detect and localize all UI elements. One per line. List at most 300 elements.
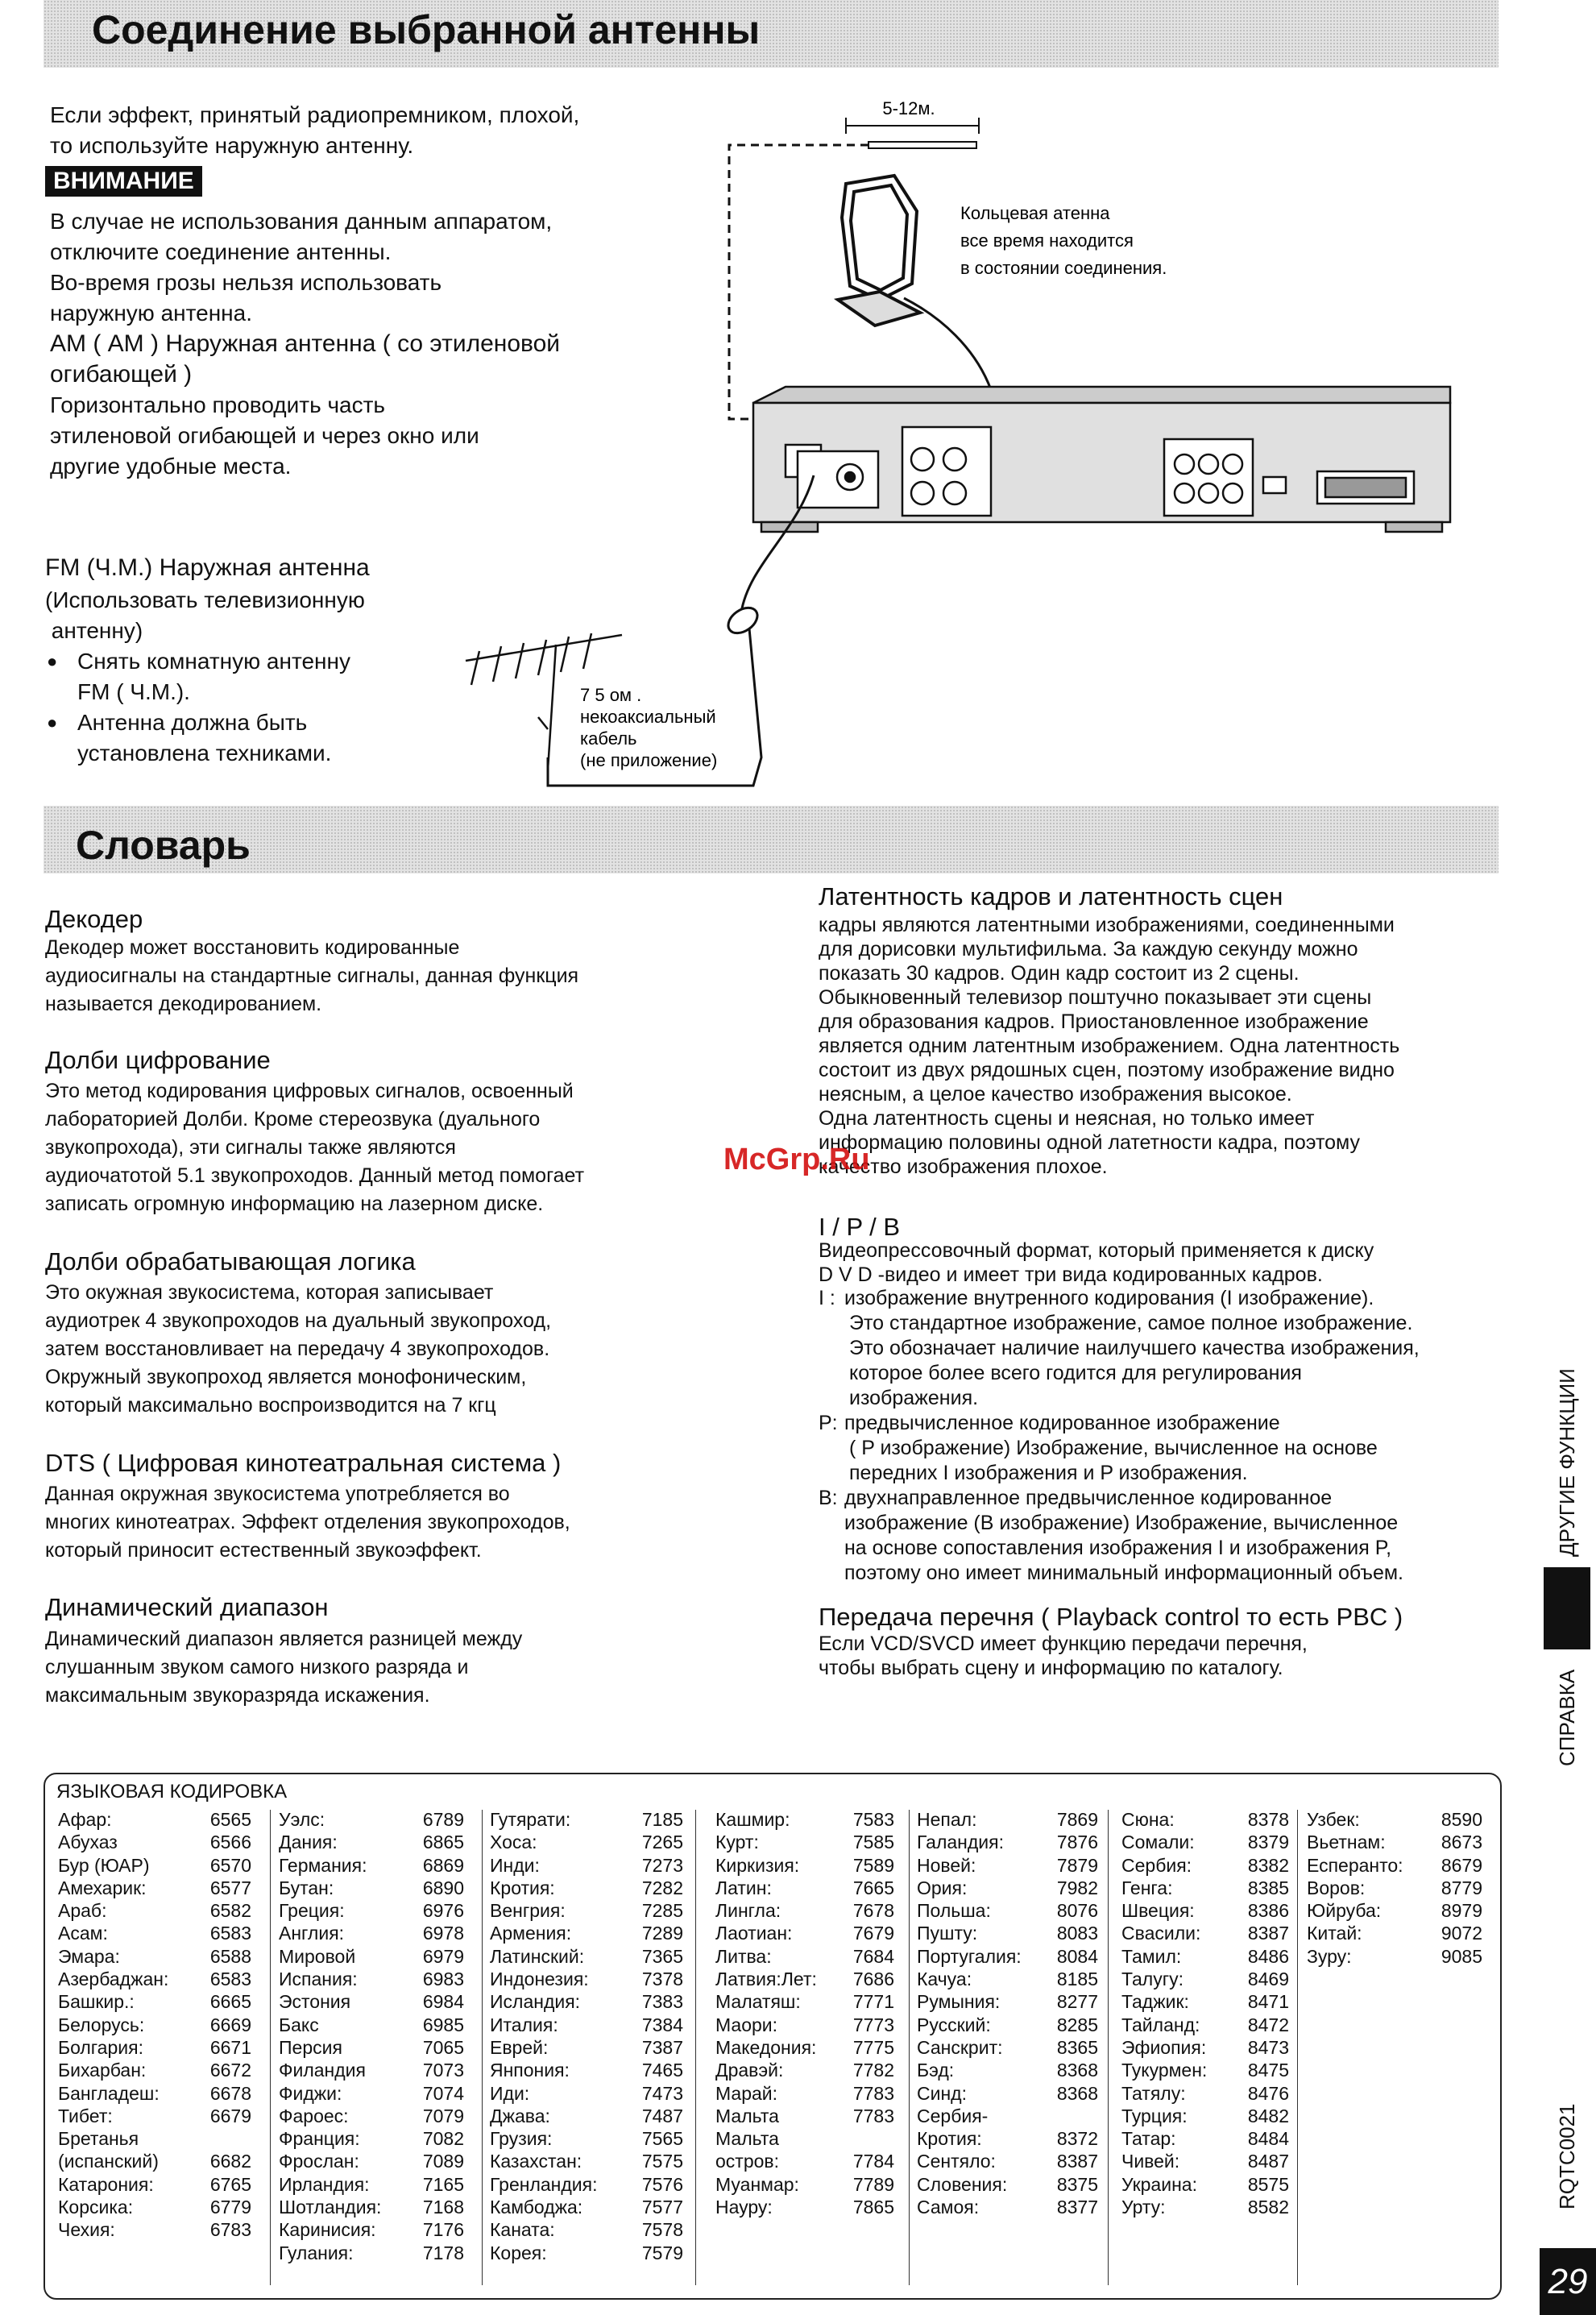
ipb-item-line: поэтому оно имеет минимальный информационный объем. [844,1562,1404,1584]
language-code-row [715,2059,894,2081]
language-code: 8472 [1247,2014,1289,2035]
cable-caption-line: 7 5 ом . [580,685,642,705]
language-name: Киркизия: [715,1854,800,1876]
glossary-line: Данная окружная звукосистема употребляется во [45,1483,510,1505]
language-name: Амехарик: [58,1877,147,1898]
language-code-row [490,1968,683,1990]
wire-length-dimension [846,118,979,134]
language-code-row [279,1945,464,1968]
language-code-row [279,1831,464,1853]
language-code: 6985 [422,2014,464,2035]
language-code-row [1121,2150,1289,2172]
glossary-line: который максимально воспроизводится на 7 кгц [45,1394,496,1417]
language-name: Вьетнам: [1307,1832,1386,1853]
language-code-row [917,1990,1098,2013]
language-name: Иди: [490,2082,530,2104]
language-column [279,1808,464,2264]
language-name: Русский: [917,2014,991,2035]
language-code-row [917,1922,1098,1944]
language-name: Науру: [715,2197,773,2218]
language-name: Эстония [279,1991,351,2013]
language-code: 7365 [641,1945,683,1967]
language-name: Латинский: [490,1945,585,1967]
page-number: 29 [1540,2248,1596,2315]
language-code: 7865 [852,2197,894,2218]
cable-caption-line: некоаксиальный [580,707,716,727]
language-code-row [279,2082,464,2105]
glossary-line: кадры являются латентными изображениями, соединенными [819,914,1395,936]
language-code: 7282 [641,1877,683,1898]
language-code: 8673 [1441,1832,1482,1853]
column-divider [909,1810,910,2285]
language-name: Грузия: [490,2128,553,2150]
language-name: Еврей: [490,2036,549,2058]
language-code: 7869 [1056,1809,1098,1830]
language-code: 7074 [422,2082,464,2104]
language-name: Хоса: [490,1832,537,1853]
language-code-row [490,2036,683,2059]
svg-text:Кольцевая атенна все время [960,203,1167,278]
language-code: 7579 [641,2242,683,2263]
language-code-row [715,2196,894,2218]
language-name: Пушту: [917,1923,978,1944]
language-name: Швеция: [1121,1900,1195,1922]
loop-antenna-icon [838,176,920,326]
language-code-row [1121,2082,1289,2105]
language-name: Афар: [58,1809,112,1830]
glossary-line: чтобы выбрать сцену и информацию по каталогу. [819,1657,1283,1679]
language-name: Сербия: [1121,1854,1192,1876]
language-code: 8590 [1441,1809,1482,1830]
glossary-line: Видеопрессовочный формат, который применяется к диску [819,1239,1374,1262]
language-code-row [917,1877,1098,1899]
language-code: 6679 [209,2105,251,2126]
language-code-row [490,2059,683,2081]
language-code: 8575 [1247,2173,1289,2195]
language-code: 7089 [422,2151,464,2172]
language-name: Мальта [715,2105,779,2126]
language-code [889,2127,894,2150]
language-code-row [715,2173,894,2196]
svg-text:7 5 ом . некоаксиальный [580,685,721,770]
language-code-row [58,1831,251,1853]
am-text-line: этиленовой огибающей и через окно или [50,423,479,448]
language-code: 6984 [422,1991,464,2013]
language-code-row [1307,1922,1482,1944]
language-code: 7578 [641,2219,683,2241]
section-banner-glossary [44,806,1499,873]
glossary-line: аудиосигналы на стандартные сигналы, данная функция [45,965,579,987]
language-code: 7773 [852,2014,894,2035]
language-code: 8484 [1247,2128,1289,2150]
language-code-row [490,2150,683,2172]
glossary-heading: Динамический диапазон [45,1593,329,1621]
language-code-row [1307,1899,1482,1922]
language-code-row [279,2105,464,2127]
language-name: Дравэй: [715,2060,784,2081]
language-code-row [58,2082,251,2105]
language-code: 6976 [422,1900,464,1922]
language-name: Татар: [1121,2128,1176,2150]
language-code: 8368 [1056,2060,1098,2081]
column-divider [1297,1810,1298,2285]
language-name: Фароес: [279,2105,349,2126]
language-code-row [715,1877,894,1899]
language-code: 6577 [209,1877,251,1898]
fm-bullet-line: ● Снять комнатную антенну [77,649,350,674]
column-divider [695,1810,696,2285]
language-code-row [279,2218,464,2241]
ipb-item-line: которое более всего годится для регулирования [849,1362,1302,1384]
language-name: Италия: [490,2014,558,2035]
ipb-item-line: передних I изображения и P изображения. [849,1462,1248,1484]
language-name: Есперанто: [1307,1854,1403,1876]
language-code: 7465 [641,2060,683,2081]
loop-caption-line: Кольцевая атенна [960,203,1110,223]
language-code: 7176 [422,2219,464,2241]
language-name: Эфиопия: [1121,2036,1207,2058]
language-code: 7273 [641,1854,683,1876]
language-code: 8378 [1247,1809,1289,1830]
language-code-title: ЯЗЫКОВАЯ КОДИРОВКА [56,1781,288,1803]
language-code: 6672 [209,2060,251,2081]
language-name: Муанмар: [715,2173,799,2195]
language-name: Татялу: [1121,2082,1186,2104]
language-code-row [490,1922,683,1944]
language-name: Талугу: [1121,1969,1184,1990]
language-code-row [490,2173,683,2196]
language-name: Германия: [279,1854,367,1876]
language-code: 8368 [1056,2082,1098,2104]
language-name: Свасили: [1121,1923,1201,1944]
language-code: 8365 [1056,2036,1098,2058]
glossary-line: Декодер может восстановить кодированные [45,936,460,959]
intro-line: Если эффект, принятый радиопремником, плохой, [50,102,580,127]
ipb-item-line: изображение внутренного кодирования (I изображение). [844,1287,1374,1309]
language-code-row [490,2105,683,2127]
language-code-row [1121,2036,1289,2059]
language-name: Индонезия: [490,1969,589,1990]
language-name: Гренландия: [490,2173,598,2195]
language-code-row [490,1877,683,1899]
fm-sub-line: антенну) [45,618,143,643]
language-name: Тамил: [1121,1945,1182,1967]
language-name: Галандия: [917,1832,1004,1853]
language-code: 6783 [209,2219,251,2241]
language-code-row [917,2082,1098,2105]
ipb-item-line: изображение (В изображение) Изображение, вычисленное [844,1512,1399,1534]
language-code: 6979 [422,1945,464,1967]
language-code: 6789 [422,1809,464,1830]
language-code: 7679 [852,1923,894,1944]
language-code: 7789 [852,2173,894,2195]
glossary-line: D V D -видео и имеет три вида кодированных кадров. [819,1263,1323,1286]
glossary-heading: Декодер [45,905,143,933]
language-code-row [58,2173,251,2196]
language-code: 6682 [209,2151,251,2172]
language-code: 6865 [422,1832,464,1853]
language-code-row [58,1808,251,1831]
language-code-row [917,1854,1098,1877]
glossary-heading: Передача перечня ( Playback control то есть PBC ) [819,1603,1403,1631]
language-code: 7684 [852,1945,894,1967]
language-code: 6869 [422,1854,464,1876]
language-name: Персия [279,2036,342,2058]
language-code-row [490,1990,683,2013]
language-name: Исландия: [490,1991,581,2013]
language-name: Кашмир: [715,1809,790,1830]
loop-caption-line: в состоянии соединения. [960,258,1167,278]
language-name: Фрослан: [279,2151,359,2172]
language-name: Испания: [279,1969,358,1990]
watermark: McGrp.Ru [723,1143,870,1176]
language-code-row [917,2150,1098,2172]
language-code: 7378 [641,1969,683,1990]
language-code: 8277 [1056,1991,1098,2013]
language-code: 8377 [1056,2197,1098,2218]
language-name: Тайланд: [1121,2014,1200,2035]
language-code [1093,2105,1098,2127]
language-column [917,1808,1098,2218]
language-code-row [917,1831,1098,1853]
ipb-item [819,1411,1503,1486]
language-code: 7876 [1056,1832,1098,1853]
language-code-row [279,1968,464,1990]
language-code-row [490,2196,683,2218]
language-name: Инди: [490,1854,540,1876]
language-code-row [490,2014,683,2036]
language-code: 7289 [641,1923,683,1944]
language-name: Казахстан: [490,2151,582,2172]
language-code-row [715,1968,894,1990]
language-name: Венгрия: [490,1900,566,1922]
language-name: остров: [715,2151,780,2172]
language-code-row [1121,2105,1289,2127]
language-code-row [917,1899,1098,1922]
glossary-heading: I / P / B [819,1213,901,1241]
sidebar-label-other-functions: ДРУГИЕ ФУНКЦИИ [1555,1368,1579,1557]
language-code: 8482 [1247,2105,1289,2126]
language-code: 8486 [1247,1945,1289,1967]
language-code-row [58,1877,251,1899]
language-code: 7565 [641,2128,683,2150]
antenna-connection-diagram [0,0,1596,806]
language-code: 8473 [1247,2036,1289,2058]
language-code: 8076 [1056,1900,1098,1922]
language-code-row [58,2036,251,2059]
glossary-line: Это окужная звукосистема, которая записывает [45,1281,494,1304]
ipb-item-key: B: [819,1487,838,1509]
language-code-row [490,2082,683,2105]
language-code-row [490,1854,683,1877]
glossary-line: аудиочатотой 5.1 звукопроходов. Данный метод помогает [45,1164,585,1187]
language-name: Болгария: [58,2036,143,2058]
language-code: 8387 [1056,2151,1098,2172]
language-code: 6983 [422,1969,464,1990]
warning-label: ВНИМАНИЕ [45,166,202,197]
language-code: 7473 [641,2082,683,2104]
language-name: Каринисия: [279,2219,376,2241]
language-code: 6566 [209,1832,251,1853]
language-code: 7168 [422,2197,464,2218]
language-code: 8475 [1247,2060,1289,2081]
language-code: 7178 [422,2242,464,2263]
intro-line: то используйте наружную антенну. [50,133,414,158]
column-divider [1108,1810,1109,2285]
language-name: Бакс [279,2014,319,2035]
language-code-row [279,2014,464,2036]
column-divider [270,1810,271,2285]
language-code: 7073 [422,2060,464,2081]
language-code [247,2127,251,2150]
language-name: Филандия [279,2060,366,2081]
glossary-heading: Долби обрабатывающая логика [45,1247,416,1276]
language-column [1121,1808,1289,2218]
language-column [1307,1808,1482,1968]
glossary-line: Это метод кодирования цифровых сигналов, освоенный [45,1080,574,1102]
language-name: Зуру: [1307,1945,1352,1967]
am-text-line: Горизонтально проводить часть [50,392,386,417]
language-code-row [917,2014,1098,2036]
language-name: Самоя: [917,2197,980,2218]
glossary-heading: Долби цифрование [45,1046,271,1074]
language-name: Гулания: [279,2242,354,2263]
glossary-line: максимальным звукоразряда искажения. [45,1684,430,1707]
language-code: 6665 [209,1991,251,2013]
language-code-row [917,1808,1098,1831]
language-code-row [490,2127,683,2150]
language-code: 8487 [1247,2151,1289,2172]
language-code-row [715,1854,894,1877]
language-code: 8185 [1056,1969,1098,1990]
language-name: Качуа: [917,1969,972,1990]
language-code: 7165 [422,2173,464,2195]
language-name: Узбек: [1307,1809,1360,1830]
language-name: Юйруба: [1307,1900,1382,1922]
language-name: Турция: [1121,2105,1188,2126]
fm-sub-line: (Использовать телевизионную [45,587,365,612]
language-code-row [917,1945,1098,1968]
language-name: Каната: [490,2219,555,2241]
glossary-line: Динамический диапазон является разницей между [45,1628,523,1650]
language-name: Латвия:Лет: [715,1969,817,1990]
cable-caption-line: кабель [580,728,637,749]
language-code-row [490,1899,683,1922]
language-code: 8979 [1441,1900,1482,1922]
language-name: Башкир.: [58,1991,135,2013]
language-code-row [715,2014,894,2036]
language-name: Словения: [917,2173,1008,2195]
language-name: Армения: [490,1923,572,1944]
glossary-line: для образования кадров. Приостановленное изображение [819,1010,1369,1033]
language-code-row [490,1831,683,1853]
language-code: 8469 [1247,1969,1289,1990]
ipb-item-line: Это стандартное изображение, самое полное изображение. [849,1312,1413,1334]
language-code: 7665 [852,1877,894,1898]
language-name: Азербаджан: [58,1969,169,1990]
language-code: 6588 [209,1945,251,1967]
language-code-row [58,1854,251,1877]
language-code: 7384 [641,2014,683,2035]
language-name: Бангладеш: [58,2082,160,2104]
glossary-line: состоит из двух рядошных сцен, поэтому изображение видно [819,1059,1395,1081]
language-code-row [917,1968,1098,1990]
language-code-row [279,1922,464,1944]
language-code-row [1307,1831,1482,1853]
language-code: 7879 [1056,1854,1098,1876]
language-code-row [58,1990,251,2013]
language-code-row [279,2242,464,2264]
glossary-line: слушанным звуком самого низкого разряда и [45,1656,469,1678]
language-code: 8471 [1247,1991,1289,2013]
language-name: Бихарбан: [58,2060,147,2081]
coax-plug-icon [723,603,762,638]
language-code-row [1121,1877,1289,1899]
ipb-item-line: двухнаправленное предвычисленное кодированное [844,1487,1333,1509]
language-code: 8375 [1056,2173,1098,2195]
language-name: Кротия: [917,2128,982,2150]
language-code: 7575 [641,2151,683,2172]
fm-bullet-line: установлена техниками. [77,741,332,765]
language-code: 6582 [209,1900,251,1922]
language-name: Португалия: [917,1945,1022,1967]
language-code-row [279,2059,464,2081]
language-code-row [490,1808,683,1831]
language-code: 6779 [209,2197,251,2218]
language-code-row [279,1854,464,1877]
language-code-row [1121,1831,1289,1853]
language-name: Асам: [58,1923,108,1944]
glossary-line: качество изображения плохое. [819,1155,1108,1178]
language-code-row [58,2150,251,2172]
language-code-row [715,2105,894,2127]
language-code-row [58,2218,251,2241]
language-code: 7589 [852,1854,894,1876]
language-name: Греция: [279,1900,345,1922]
language-code: 8679 [1441,1854,1482,1876]
language-code: 7082 [422,2128,464,2150]
language-name: Бур (ЮАР) [58,1854,150,1876]
language-name: Латин: [715,1877,772,1898]
language-code: 8385 [1247,1877,1289,1898]
language-name: Марай: [715,2082,778,2104]
language-name: Сербия- [917,2105,989,2126]
language-name: Мировой [279,1945,356,1967]
language-code-row [1307,1854,1482,1877]
language-code: 6669 [209,2014,251,2035]
language-code-row [1121,1945,1289,1968]
language-name: Македония: [715,2036,817,2058]
am-heading-line: огибающей ) [50,361,193,388]
language-name: Корсика: [58,2197,134,2218]
language-code-row [715,1945,894,1968]
language-name: Сентяло: [917,2151,996,2172]
language-name: Новей: [917,1854,976,1876]
glossary-line: является одним латентным изображением. Одна латентность [819,1035,1400,1057]
language-name: Украина: [1121,2173,1197,2195]
language-code-row [1121,2127,1289,2150]
language-code: 6978 [422,1923,464,1944]
language-code-row [58,2196,251,2218]
language-code: 7079 [422,2105,464,2126]
cable-caption-line: (не приложение) [580,750,718,770]
language-code-row [1121,1968,1289,1990]
language-name: Урту: [1121,2197,1166,2218]
language-code-row [279,2150,464,2172]
language-name: Уэлс: [279,1809,325,1830]
language-code-row [1307,1877,1482,1899]
warning-line: Во-время грозы нельзя использовать [50,270,442,295]
